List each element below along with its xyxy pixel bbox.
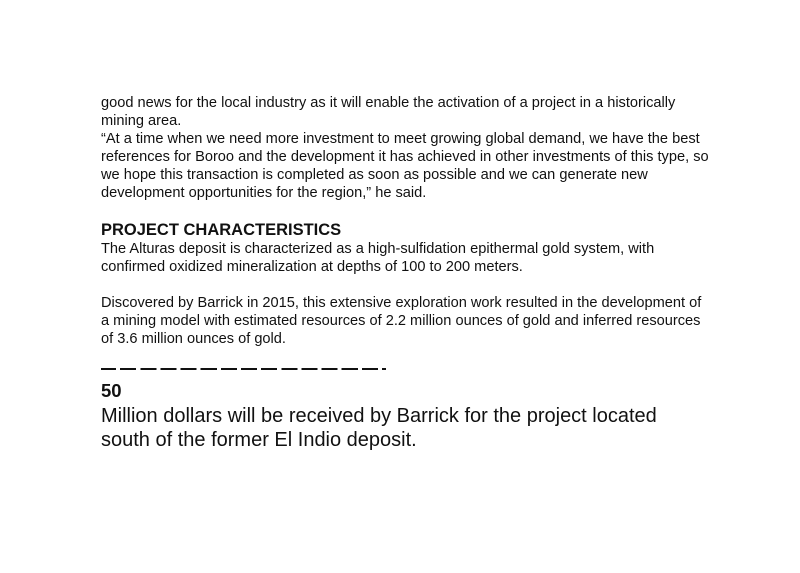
intro-paragraph: good news for the local industry as it will enable the activation of a project in a historically mining area. (101, 95, 676, 129)
intro-text (101, 94, 711, 202)
deposit-paragraph: The Alturas deposit is characterized as a high-sulfidation epithermal gold system, with confirmed oxidized mineralization at depths of 100 to 200 meters. (101, 241, 655, 275)
article-page (101, 94, 711, 452)
section-heading: PROJECT CHARACTERISTICS (101, 221, 342, 239)
discovery-paragraph: Discovered by Barrick in 2015, this extensive exploration work resulted in the development of a mining model with estimated resources of 2.2 million ounces of gold and inferred resources of 3.6 million ounces of gold. (101, 295, 702, 347)
highlight-caption: Million dollars will be received by Barrick for the project located south of the former El Indio deposit. (101, 405, 657, 451)
highlight-number: 50 (101, 380, 122, 401)
quote-paragraph: “At a time when we need more investment to meet growing global demand, we have the best references for Boroo and the development it has achieved in other investments of this type, so we hope this transaction is completed as soon as possible and we can generate new development opportunities for the region,” he said. (101, 131, 709, 201)
dashed-divider (101, 368, 386, 370)
